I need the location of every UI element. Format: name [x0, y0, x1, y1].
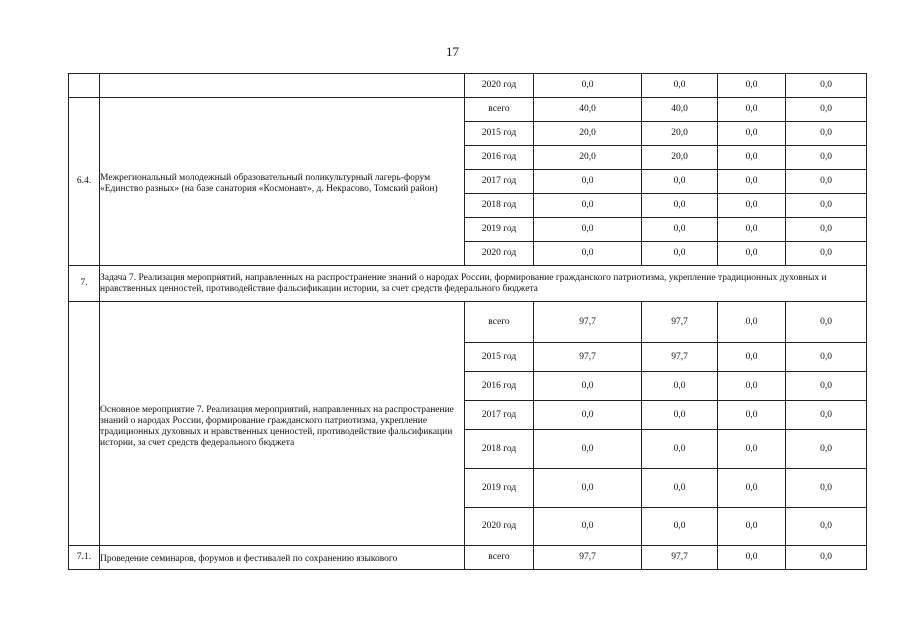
value-cell: 0,0: [718, 401, 786, 430]
value-cell: 97,7: [534, 546, 642, 570]
table-row: [69, 302, 867, 343]
value-cell: 0,0: [718, 343, 786, 372]
period-cell: 2016 год: [465, 372, 534, 401]
row-number: 7.: [69, 266, 100, 302]
value-cell: 0,0: [642, 218, 718, 242]
period-cell: всего: [465, 302, 534, 343]
value-cell: 0,0: [786, 508, 867, 546]
period-cell: 2020 год: [465, 74, 534, 98]
value-cell: 40,0: [642, 98, 718, 122]
value-cell: 0,0: [642, 242, 718, 266]
value-cell: 97,7: [642, 302, 718, 343]
value-cell: 0,0: [786, 546, 867, 570]
value-cell: 0,0: [642, 508, 718, 546]
period-cell: 2020 год: [465, 242, 534, 266]
value-cell: 0,0: [718, 194, 786, 218]
value-cell: 0,0: [786, 430, 867, 469]
value-cell: 97,7: [534, 343, 642, 372]
value-cell: 20,0: [534, 146, 642, 170]
value-cell: 20,0: [642, 146, 718, 170]
value-cell: 0,0: [786, 194, 867, 218]
value-cell: 0,0: [786, 372, 867, 401]
value-cell: 0,0: [718, 74, 786, 98]
value-cell: 40,0: [534, 98, 642, 122]
value-cell: 0,0: [534, 74, 642, 98]
value-cell: 0,0: [786, 343, 867, 372]
value-cell: 0,0: [718, 122, 786, 146]
activity-description: [100, 74, 465, 98]
table-body: [69, 74, 867, 570]
value-cell: 0,0: [534, 508, 642, 546]
value-cell: 97,7: [534, 302, 642, 343]
value-cell: 0,0: [786, 242, 867, 266]
value-cell: 0,0: [786, 74, 867, 98]
value-cell: 97,7: [642, 546, 718, 570]
value-cell: 0,0: [786, 146, 867, 170]
value-cell: 0,0: [718, 98, 786, 122]
task-row: [69, 266, 867, 302]
value-cell: 0,0: [534, 170, 642, 194]
value-cell: 0,0: [718, 546, 786, 570]
value-cell: 0,0: [642, 372, 718, 401]
row-number: [69, 302, 100, 546]
table-row: [69, 546, 867, 570]
value-cell: 0,0: [786, 401, 867, 430]
period-cell: 2018 год: [465, 430, 534, 469]
task-description: Задача 7. Реализация мероприятий, направленных на распространение знаний о народах России, формирование гражданского патриотизма, укрепление традиционных духовных и нравственных ценностей, противодействие фальсификации истории, за счет средств федерального бюджета: [100, 266, 867, 302]
activity-description: Основное мероприятие 7. Реализация мероприятий, направленных на распространение знаний о народах России, формирование гражданского патриотизма, укрепление традиционных духовных и нравственных ценностей, противодействие фальсификации истории, за счет средств федерального бюджета: [100, 302, 465, 546]
value-cell: 0,0: [786, 218, 867, 242]
page-number: 17: [446, 44, 459, 59]
value-cell: 0,0: [534, 430, 642, 469]
table-row: [69, 74, 867, 98]
row-number: 6.4.: [69, 98, 100, 266]
period-cell: 2019 год: [465, 218, 534, 242]
value-cell: 0,0: [786, 122, 867, 146]
value-cell: 0,0: [642, 401, 718, 430]
value-cell: 0,0: [642, 469, 718, 508]
row-number: [69, 74, 100, 98]
value-cell: 0,0: [718, 242, 786, 266]
value-cell: 0,0: [534, 194, 642, 218]
value-cell: 0,0: [534, 372, 642, 401]
value-cell: 0,0: [642, 170, 718, 194]
value-cell: 0,0: [642, 430, 718, 469]
period-cell: 2020 год: [465, 508, 534, 546]
period-cell: 2017 год: [465, 170, 534, 194]
table-row: [69, 98, 867, 122]
activity-description: Межрегиональный молодежный образовательный поликультурный лагерь-форум «Единство разных» (на базе санатория «Космонавт», д. Некрасово, Томский район): [100, 98, 465, 266]
value-cell: 0,0: [718, 508, 786, 546]
value-cell: 0,0: [534, 469, 642, 508]
row-number: 7.1.: [69, 546, 100, 570]
value-cell: 0,0: [718, 302, 786, 343]
period-cell: 2015 год: [465, 122, 534, 146]
value-cell: 0,0: [718, 372, 786, 401]
value-cell: 0,0: [534, 218, 642, 242]
period-cell: всего: [465, 546, 534, 570]
value-cell: 0,0: [642, 74, 718, 98]
period-cell: 2017 год: [465, 401, 534, 430]
period-cell: 2018 год: [465, 194, 534, 218]
period-cell: 2019 год: [465, 469, 534, 508]
value-cell: 0,0: [786, 98, 867, 122]
period-cell: 2016 год: [465, 146, 534, 170]
period-cell: всего: [465, 98, 534, 122]
value-cell: 0,0: [718, 469, 786, 508]
value-cell: 0,0: [718, 430, 786, 469]
value-cell: 20,0: [642, 122, 718, 146]
value-cell: 0,0: [718, 146, 786, 170]
period-cell: 2015 год: [465, 343, 534, 372]
value-cell: 0,0: [786, 302, 867, 343]
activity-description: Проведение семинаров, форумов и фестивалей по сохранению языкового: [100, 546, 465, 570]
value-cell: 0,0: [534, 242, 642, 266]
value-cell: 0,0: [642, 194, 718, 218]
value-cell: 0,0: [718, 218, 786, 242]
value-cell: 97,7: [642, 343, 718, 372]
value-cell: 0,0: [718, 170, 786, 194]
budget-table: [68, 73, 867, 570]
value-cell: 20,0: [534, 122, 642, 146]
value-cell: 0,0: [786, 170, 867, 194]
value-cell: 0,0: [786, 469, 867, 508]
value-cell: 0,0: [534, 401, 642, 430]
